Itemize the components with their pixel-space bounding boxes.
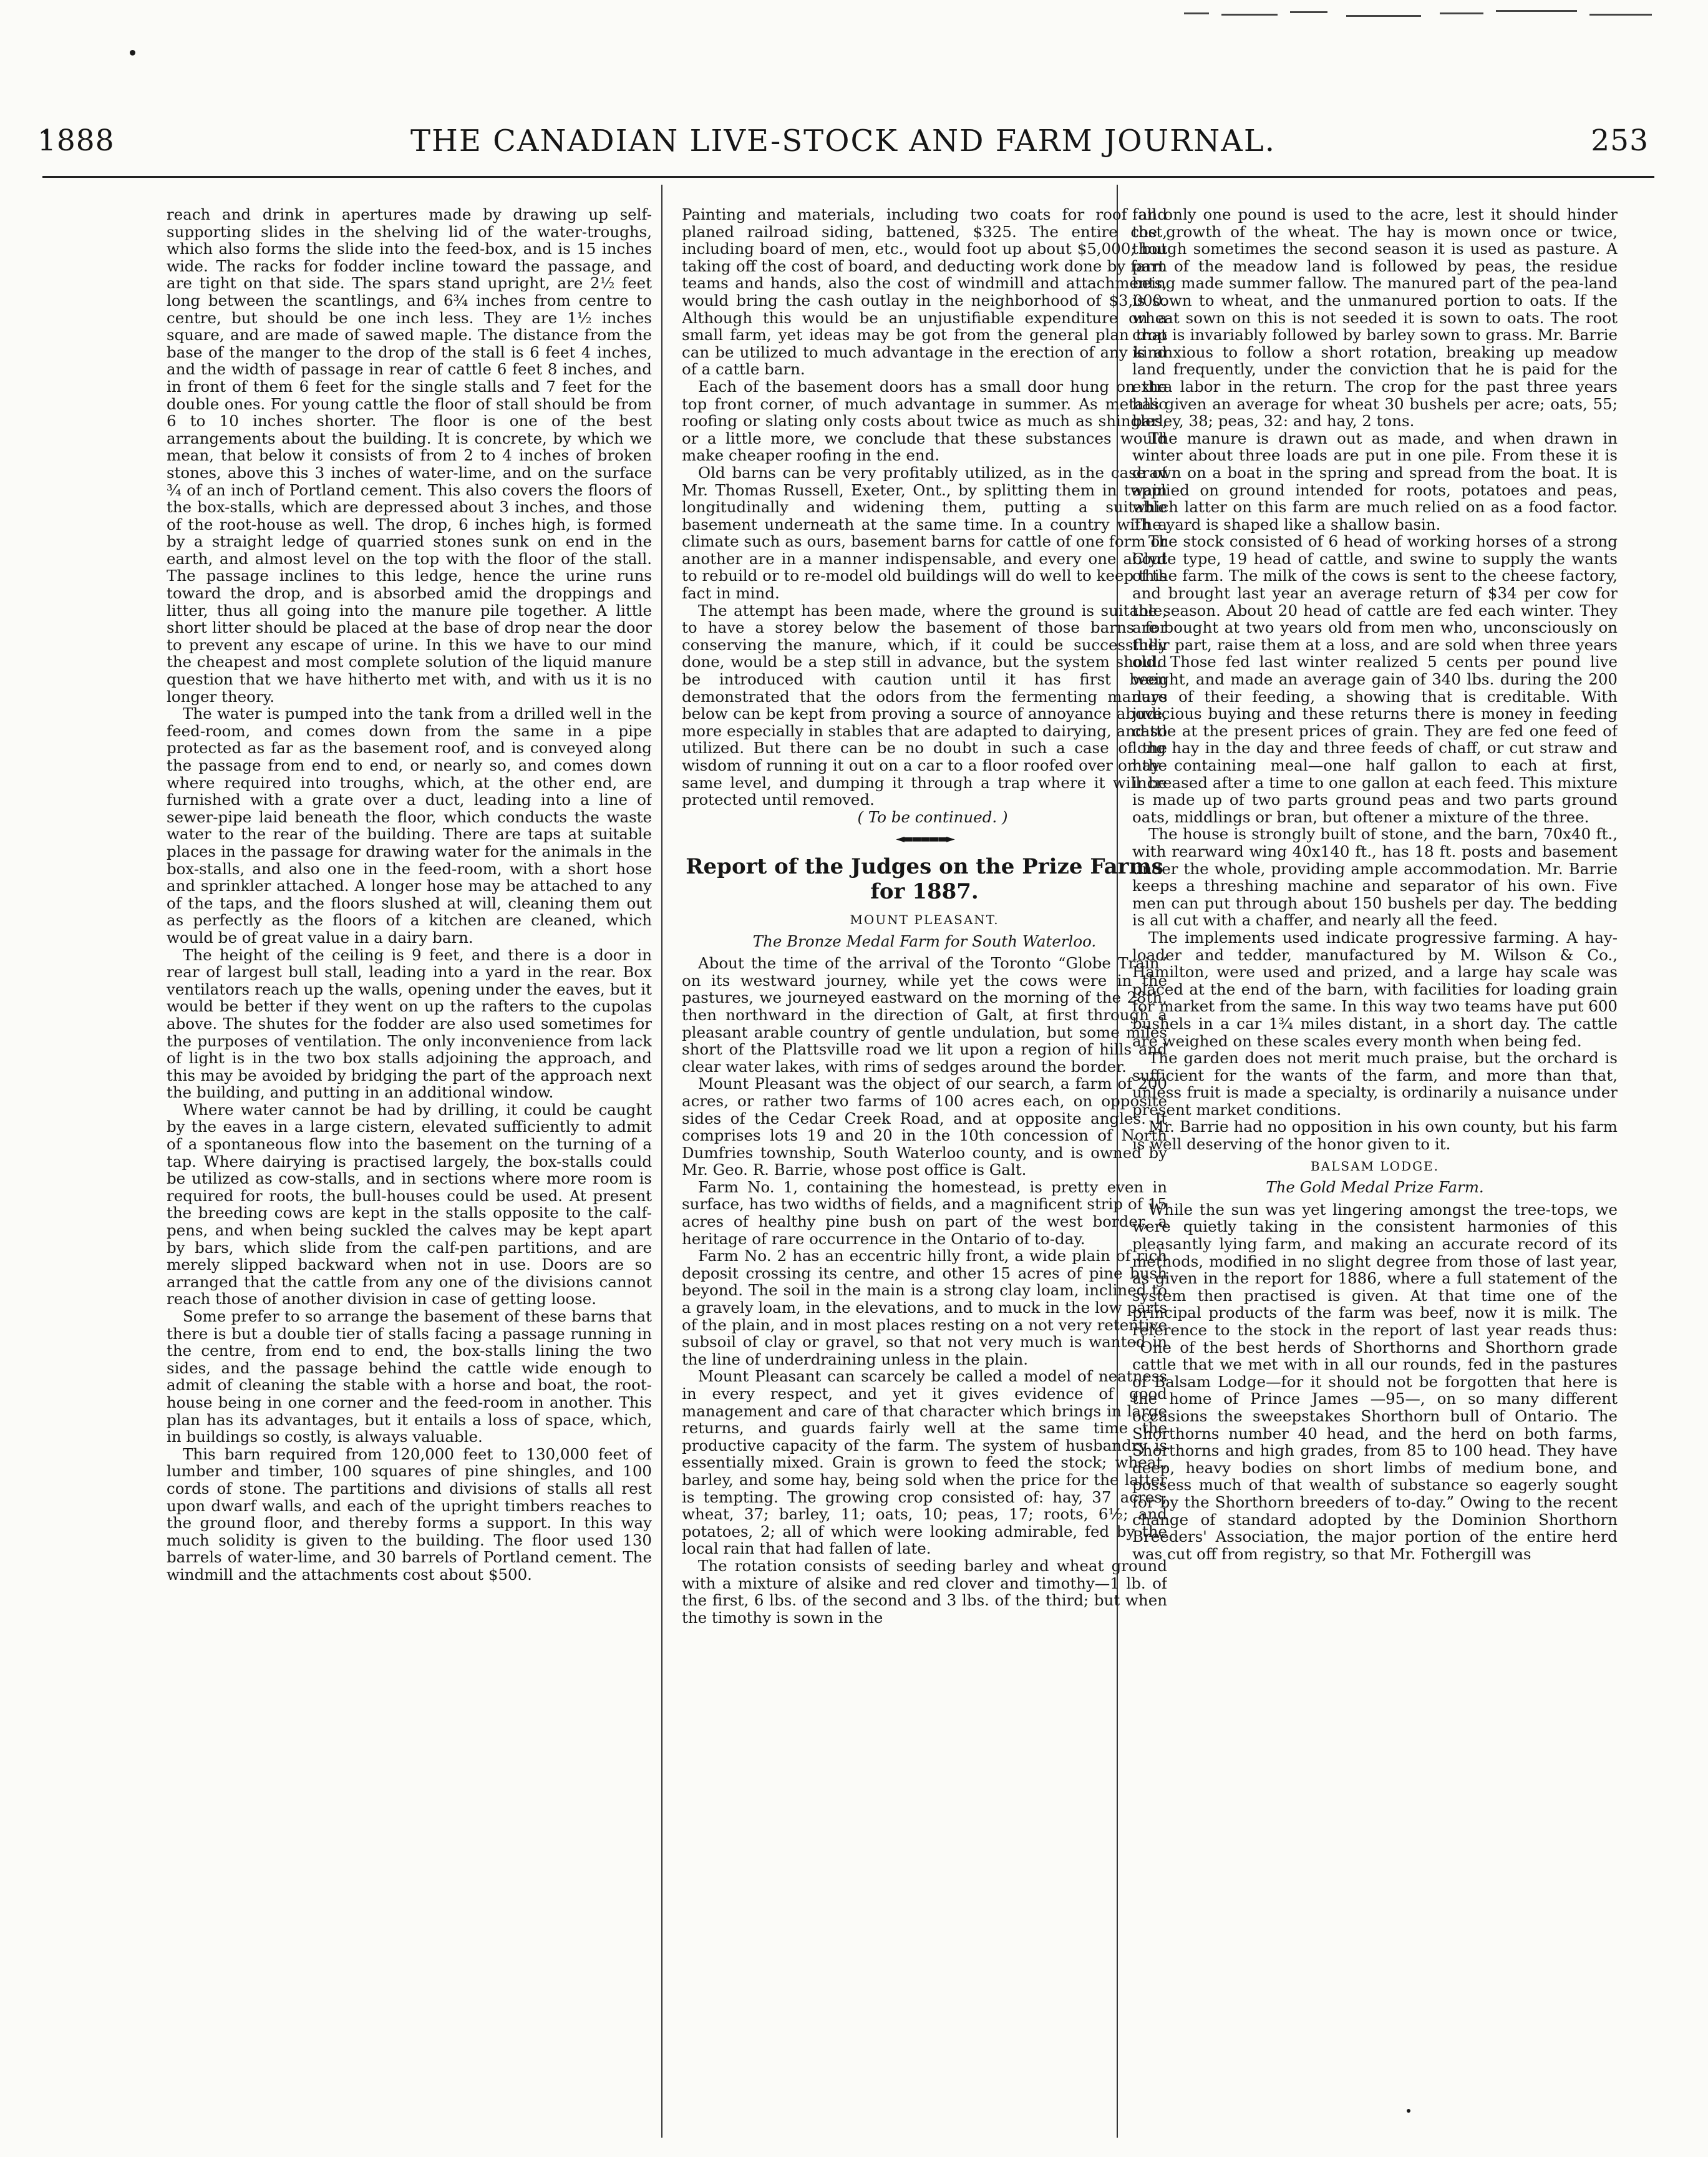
to-be-continued: ( To be continued. ) [857,807,1008,826]
paragraph: Old barns can be very profitably utilized, as in the case of Mr. Thomas Russell, Exeter, Ont., by splitting them in twain longitudinally and widening them, putting a suitable basement underneath at the same time. In a country with a climate such as ours, basement barns for cattle of one form or another are in a manner indispensable, and every one about to rebuild or to re-model old buildings will do well to keep this fact in mind. [682,463,1167,603]
paragraph: Painting and materials, including two coats for roof and planed railroad siding, battened, $325. The entire cost, including board of men, etc., would foot up about $5,000; but taking off the cost of board, and deducting work done by farm teams and hands, also the cost of windmill and attachments, would bring the cash outlay in the neighborhood of $3,000. Although this would be an unjustifiable expenditure on a small farm, yet ideas may be got from the general plan that can be utilized to much advantage in the erection of any kind of a cattle barn. [682,206,1167,379]
paragraph: The house is strongly built of stone, and the barn, 70x40 ft., with rearward wing 40x140 ft., has 18 ft. posts and basement under the whole, providing ample accommodation. Mr. Barrie keeps a threshing machine and separator of his own. Five men can put through about 150 bushels per day. The bedding is all cut with a chaffer, and nearly all the feed. [1132,825,1618,930]
paragraph: The manure is drawn out as made, and when drawn in winter about three loads are put in one pile. From these it is drawn on a boat in the spring and spread from the boat. It is applied on ground intended for roots, potatoes and peas, which latter on this farm are much relied on as a food factor. The yard is shaped like a shallow basin. [1132,429,1618,533]
paragraph: The stock consisted of 6 head of working horses of a strong Clyde type, 19 head of cattle, and swine to supply the wants of the farm. The milk of the cows is sent to the cheese factory, and brought last year an average return of $34 per cow for the season. About 20 head of cattle are fed each winter. They are bought at two years old from men who, unconsciously on their part, raise them at a loss, and are sold when three years old. Those fed last winter realized 5 cents per pound live weight, and made an average gain of 340 lbs. during the 200 days of their feeding, a showing that is creditable. With judicious buying and these returns there is money in feeding cattle at the present prices of grain. They are fed one feed of long hay in the day and three feeds of chaff, or cut straw and hay containing meal—one half gallon to each at first, increased after a time to one gallon at each feed. This mixture is made up of two parts ground peas and two parts ground oats, middlings or bran, but oftener a mixture of the three. [1132,532,1618,826]
section-heading: MOUNT PLEASANT. [850,912,999,927]
paragraph: Farm No. 2 has an eccentric hilly front, a wide plain of rich deposit crossing its centre, and other 15 acres of pine bush beyond. The soil in the main is a strong clay loam, inclined to a gravely loam, in the elevations, and to muck in the low parts of the plain, and in most places resting on a not very retentive subsoil of clay or gravel, so that not very much is wanted in the line of underdraining unless in the plain. [682,1247,1167,1368]
column-2 [682,206,1167,2153]
paragraph: Farm No. 1, containing the homestead, is pretty even in surface, has two widths of fields, and a magnificent strip of 15 acres of healthy pine bush on part of the west border, a heritage of rare occurrence in the Ontario of to-day. [682,1177,1167,1248]
header-year: 1888 [37,124,115,158]
paragraph: While the sun was yet lingering amongst the tree-tops, we were quietly taking in the consistent harmonies of this pleasantly lying farm, and making an accurate record of its methods, modified in no slight degree from those of last year, as given in the report for 1886, where a full statement of the system then practised is given. At that time one of the principal products of the farm was beef, now it is milk. The reference to the stock in the report of last year reads thus: “One of the best herds of Shorthorns and Shorthorn grade cattle that we met with in all our rounds, fed in the pastures of Balsam Lodge—for it should not be forgotten that here is the home of Prince James —95—, on so many different occasions the sweepstakes Shorthorn bull of Ontario. The Shorthorns number 40 head, and the herd on both farms, Shorthorns and high grades, from 85 to 100 head. They have deep, heavy bodies on short limbs of medium bone, and possess much of that wealth of substance so eagerly sought for by the Shorthorn breeders of to-day.” Owing to the recent change of standard adopted by the Dominion Shorthorn Breeders' Association, the major portion of the entire herd was cut off from registry, so that Mr. Fothergill was [1132,1200,1618,1563]
column-1 [167,206,652,2153]
paragraph: The attempt has been made, where the ground is suitable, to have a storey below the basement of those barns for conserving the manure, which, if it could be successfully done, would be a step still in advance, but the system should be introduced with caution until it has first been demonstrated that the odors from the fermenting manure below can be kept from proving a source of annoyance above, more especially in stables that are adapted to dairying, and so utilized. But there can be no doubt in such a case of the wisdom of running it out on a car to a floor roofed over on the same level, and dumping it through a trap where it will be protected until removed. [682,601,1167,809]
paragraph: Mr. Barrie had no opposition in his own county, but his farm is well deserving of the honor given to it. [1132,1117,1618,1154]
section-heading: BALSAM LODGE. [1310,1158,1440,1174]
header-rule [42,176,1654,178]
paragraph: About the time of the arrival of the Toronto “Globe Train” on its westward journey, while yet the cows were in the pastures, we journeyed eastward on the morning of the 28th, then northward in the direction of Galt, at first through a pleasant arable country of gentle undulation, but some miles short of the Plattsville road we lit upon a region of hills and clear water lakes, with rims of sedges around the border. [682,954,1167,1076]
paragraph: fall only one pound is used to the acre, lest it should hinder the growth of the wheat. The hay is mown once or twice, though sometimes the second season it is used as pasture. A part of the meadow land is followed by peas, the residue being made summer fallow. The manured part of the pea-land is sown to wheat, and the unmanured portion to oats. If the wheat sown on this is not seeded it is sown to oats. The root crop is invariably followed by barley sown to grass. Mr. Barrie is anxious to follow a short rotation, breaking up meadow land frequently, under the conviction that he is paid for the extra labor in the return. The crop for the past three years has given an average for wheat 30 bushels per acre; oats, 55; barley, 38; peas, 32: and hay, 2 tons. [1132,206,1618,431]
paragraph: Mount Pleasant was the object of our search, a farm of 200 acres, or rather two farms of 100 acres each, on opposite sides of the Cedar Creek Road, and at opposite angles. It comprises lots 19 and 20 in the 10th concession of North Dumfries township, South Waterloo county, and is owned by Mr. Geo. R. Barrie, whose post office is Galt. [682,1074,1167,1179]
paragraph: Where water cannot be had by drilling, it could be caught by the eaves in a large cistern, elevated sufficiently to admit of a spontaneous flow into the basement on the turning of a tap. Where dairying is practised largely, the box-stalls could be utilized as cow-stalls, and in sections where more room is required for roots, the bull-houses could be used. At present the breeding cows are kept in the stalls opposite to the calf-pens, and when being suckled the calves may be kept apart by bars, which slide from the calf-pen partitions, and are merely slipped backward when not in use. Doors are so arranged that the cattle from any one of the divisions cannot reach those of another division in case of getting loose. [167,1100,652,1308]
paragraph: Mount Pleasant can scarcely be called a model of neatness in every respect, and yet it gives evidence of good management and care of that character which brings in large returns, and guards fairly well at the same time the productive capacity of the farm. The system of husbandry is essentially mixed. Grain is grown to feed the stock; wheat, barley, and some hay, being sold when the price for the latter is tempting. The growing crop consisted of: hay, 37 acres; wheat, 37; barley, 11; oats, 10; peas, 17; roots, 6½; and potatoes, 2; all of which were looking admirable, fed by the local rain that had fallen of late. [682,1367,1167,1558]
section-subheading: The Gold Medal Prize Farm. [1266,1178,1484,1197]
paragraph: The implements used indicate progressive farming. A hay-loader and tedder, manufactured by M. Wilson & Co., Hamilton, were used and prized, and a large hay scale was placed at the end of the barn, with facilities for loading grain for market from the same. In this way two teams have put 600 bushels in a car 1¾ miles distant, in a short day. The cattle are weighed on these scales every month when being fed. [1132,928,1618,1050]
page-number: 253 [1591,124,1649,158]
column-rule [661,185,662,2138]
paragraph: The rotation consists of seeding barley and wheat ground with a mixture of alsike and red clover and timothy—1 lb. of the first, 6 lbs. of the second and 3 lbs. of the third; but when the timothy is sown in the [682,1556,1167,1627]
paragraph: The height of the ceiling is 9 feet, and there is a door in rear of largest bull stall, leading into a yard in the rear. Box ventilators reach up the walls, opening under the eaves, but it would be better if they went on up the rafters to the cupolas above. The shutes for the fodder are also used sometimes for the purposes of ventilation. The only inconvenience from lack of light is in the two box stalls adjoining the approach, and this may be avoided by bridging the part of the approach next the building, and putting in an additional window. [167,945,652,1102]
page-edge-marks [1184,6,1671,21]
ink-speck [130,50,135,56]
paragraph: This barn required from 120,000 feet to 130,000 feet of lumber and timber, 100 squares of pine shingles, and 100 cords of stone. The partitions and divisions of stalls all rest upon dwarf walls, and each of the upright timbers reaches to the ground floor, and thereby forms a support. In this way much solidity is given to the building. The floor used 130 barrels of water-lime, and 30 barrels of Portland cement. The windmill and the attachments cost about $500. [167,1444,652,1584]
column-3 [1132,206,1618,2153]
paragraph: The water is pumped into the tank from a drilled well in the feed-room, and comes down from the same in a pipe protected as far as the basement roof, and is conveyed along the passage from end to end, or nearly so, and comes down where required into troughs, which, at the other end, are furnished with a grate over a duct, leading into a line of sewer-pipe laid beneath the floor, which conducts the waste water to the rear of the building. There are taps at suitable places in the passage for drawing water for the animals in the box-stalls, and also one in the feed-room, with a short hose and sprinkler attached. A longer hose may be attached to any of the taps, and the floors slushed at will, cleaning them out as perfectly as the floors of a kitchen are cleaned, which would be of great value in a dairy barn. [167,704,652,947]
paragraph: Some prefer to so arrange the basement of these barns that there is but a double tier of stalls facing a passage running in the centre, from end to end, the box-stalls lining the two sides, and the passage behind the cattle wide enough to admit of cleaning the stable with a horse and boat, the root-house being in one corner and the feed-room in another. This plan has its advantages, but it entails a loss of space, which, in buildings so costly, is always valuable. [167,1307,652,1446]
paragraph: The garden does not merit much praise, but the orchard is sufficient for the wants of the farm, and more than that, unless fruit is made a specialty, is ordinarily a nuisance under present market conditions. [1132,1049,1618,1119]
section-ornament: ◄▬▬▬▬▬► [896,832,953,846]
paragraph: reach and drink in apertures made by drawing up self-supporting slides in the shelving lid of the water-troughs, which also forms the slide into the feed-box, and is 15 inches wide. The racks for fodder incline toward the passage, and are tight on that side. The spars stand upright, are 2½ feet long between the scantlings, and 6¾ inches from centre to centre, but should be one inch less. They are 1½ inches square, and are made of sawed maple. The distance from the base of the manger to the drop of the stall is 6 feet 4 inches, and the width of passage in rear of cattle 6 feet 8 inches, and in front of them 6 feet for the single stalls and 7 feet for the double ones. For young cattle the floor of stall should be from 6 to 10 inches shorter. The floor is one of the best arrangements about the building. It is concrete, by which we mean, that below it consists of from 2 to 4 inches of broken stones, above this 3 inches of water-lime, and on the surface ¾ of an inch of Portland cement. This also covers the floors of the box-stalls, which are depressed about 3 inches, and those of the root-house as well. The drop, 6 inches high, is formed by a straight ledge of quarried stones sunk on end in the earth, and almost level on the top with the floor of the stall. The passage inclines to this ledge, hence the urine runs toward the drop, and is absorbed amid the droppings and litter, thus all going into the manure pile together. A little short litter should be placed at the base of drop near the door to prevent any escape of urine. In this we have to our mind the cheapest and most complete solution of the liquid manure question that we have hitherto met with, and with us it is no longer theory. [167,206,652,706]
section-subheading: The Bronze Medal Farm for South Waterloo. [752,932,1097,950]
journal-title: THE CANADIAN LIVE-STOCK AND FARM JOURNAL. [410,124,1276,158]
paragraph: Each of the basement doors has a small door hung on the top front corner, of much advantage in summer. As metallic roofing or slating only costs about twice as much as shingles, or a little more, we conclude that these substances would make cheaper roofing in the end. [682,377,1167,465]
article-heading: Report of the Judges on the Prize Farms for 1887. [686,854,1163,904]
running-header [37,122,1649,172]
